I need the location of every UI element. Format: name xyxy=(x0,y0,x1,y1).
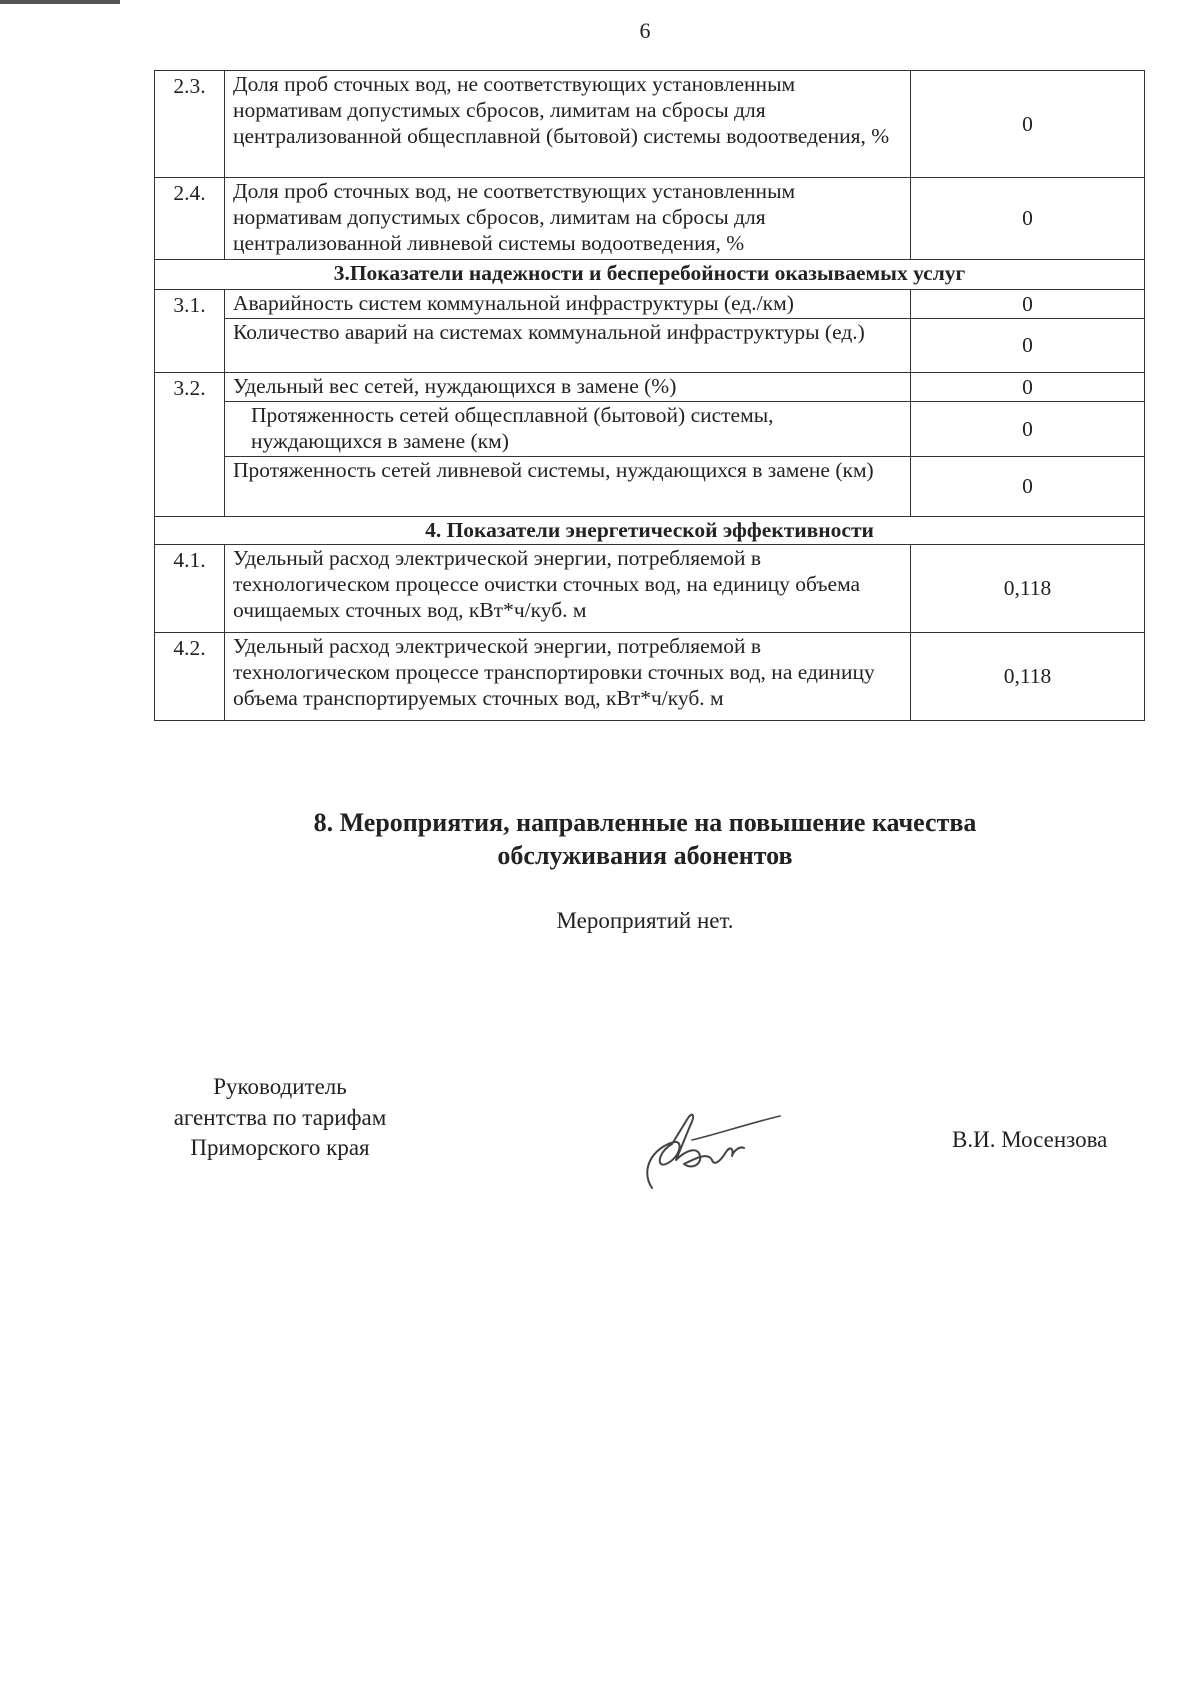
indicator-name: Протяженность сетей ливневой системы, нуждающихся в замене (км) xyxy=(225,457,911,517)
row-number: 2.4. xyxy=(155,178,225,260)
signer-title-line-2: агентства по тарифам xyxy=(173,1104,387,1130)
indicator-name: Количество аварий на системах коммунальной инфраструктуры (ед.) xyxy=(225,319,911,373)
table-row xyxy=(155,319,1145,373)
handwritten-signature xyxy=(622,1100,782,1195)
table-row xyxy=(155,373,1145,402)
row-number xyxy=(155,402,225,457)
section-heading-reliability: 3.Показатели надежности и бесперебойности оказываемых услуг xyxy=(155,260,1145,290)
indicator-name: Протяженность сетей общесплавной (бытовой) системы, нуждающихся в замене (км) xyxy=(225,402,911,457)
row-number: 3.2. xyxy=(155,373,225,402)
row-number xyxy=(155,319,225,373)
row-number: 4.2. xyxy=(155,633,225,721)
indicator-value: 0 xyxy=(911,319,1145,373)
row-number: 3.1. xyxy=(155,290,225,319)
table-row xyxy=(155,402,1145,457)
table-row xyxy=(155,178,1145,260)
table-row xyxy=(155,290,1145,319)
indicator-value: 0 xyxy=(911,290,1145,319)
indicator-value: 0 xyxy=(911,71,1145,178)
signer-title-line-1: Руководитель xyxy=(213,1074,347,1099)
row-number xyxy=(155,457,225,517)
table-row xyxy=(155,457,1145,517)
indicator-value: 0 xyxy=(911,373,1145,402)
indicator-value: 0,118 xyxy=(911,545,1145,633)
section-heading-energy: 4. Показатели энергетической эффективности xyxy=(155,517,1145,545)
signer-title xyxy=(150,1072,410,1164)
section-8-text: Мероприятий нет. xyxy=(556,908,734,933)
indicator-name: Удельный вес сетей, нуждающихся в замене (%) xyxy=(225,373,911,402)
indicator-name: Аварийность систем коммунальной инфраструктуры (ед./км) xyxy=(225,290,911,319)
signer-name: В.И. Мосензова xyxy=(952,1127,1108,1152)
indicators-table xyxy=(154,70,1145,721)
section-8-title xyxy=(0,807,1200,873)
indicator-value: 0 xyxy=(911,402,1145,457)
indicator-value: 0 xyxy=(911,457,1145,517)
row-number: 2.3. xyxy=(155,71,225,178)
indicator-name: Доля проб сточных вод, не соответствующих установленным нормативам допустимых сбросов, лимитам на сбросы для централизованной ливневой системы водоотведения, % xyxy=(225,178,911,260)
indicator-name: Доля проб сточных вод, не соответствующих установленным нормативам допустимых сбросов, лимитам на сбросы для централизованной общесплавной (бытовой) системы водоотведения, % xyxy=(225,71,911,178)
section-row xyxy=(155,517,1145,545)
indicator-name: Удельный расход электрической энергии, потребляемой в технологическом процессе очистки сточных вод, на единицу объема очищаемых сточных вод, кВт*ч/куб. м xyxy=(225,545,911,633)
table-row xyxy=(155,545,1145,633)
indicator-value: 0,118 xyxy=(911,633,1145,721)
scan-edge-mark xyxy=(0,0,120,4)
signer-title-line-3: Приморского края xyxy=(190,1135,370,1161)
page-number: 6 xyxy=(639,18,651,43)
indicator-name: Удельный расход электрической энергии, потребляемой в технологическом процессе транспортировки сточных вод, на единицу объема транспортируемых сточных вод, кВт*ч/куб. м xyxy=(225,633,911,721)
indicator-value: 0 xyxy=(911,178,1145,260)
table-row xyxy=(155,71,1145,178)
section-row xyxy=(155,260,1145,290)
row-number: 4.1. xyxy=(155,545,225,633)
section-8-title-line-1: 8. Мероприятия, направленные на повышение качества xyxy=(313,808,977,837)
table-row xyxy=(155,633,1145,721)
section-8-title-line-2: обслуживания абонентов xyxy=(497,840,793,870)
